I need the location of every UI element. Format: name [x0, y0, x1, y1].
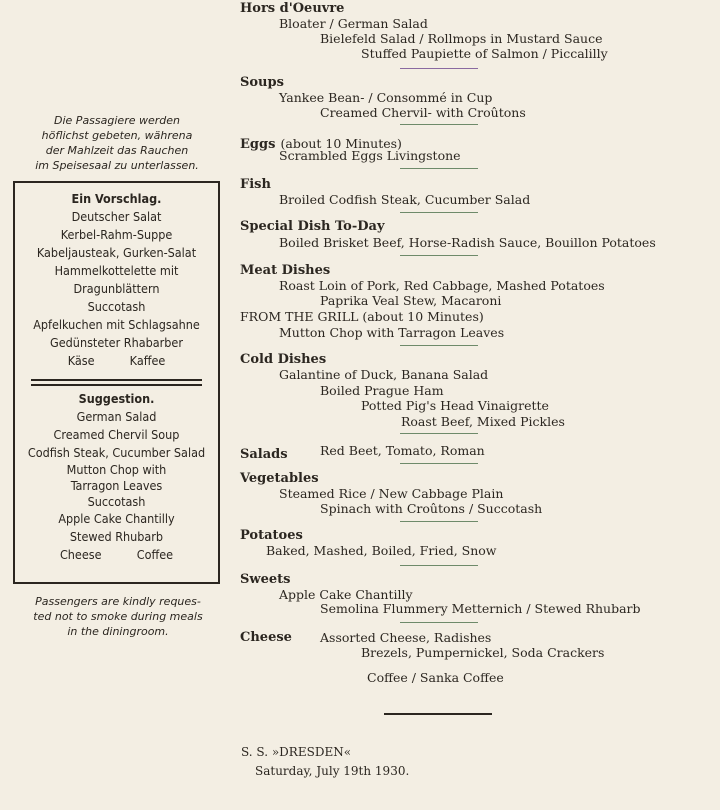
section-meat-dishes: Meat Dishes — [240, 263, 331, 278]
menu-line: Scrambled Eggs Livingstone — [279, 148, 461, 163]
vorschlag-last-row — [15, 352, 218, 370]
menu-line: Brezels, Pumpernickel, Soda Crackers — [361, 645, 605, 660]
vorschlag-item: Kabeljausteak, Gurken-Salat — [36, 245, 197, 260]
menu-line: Boiled Brisket Beef, Horse-Radish Sauce, Bouillon Potatoes — [279, 235, 656, 250]
vorschlag-item: Apfelkuchen mit Schlagsahne — [33, 317, 200, 332]
menu-line: Semolina Flummery Metternich / Stewed Rhubarb — [320, 601, 641, 616]
menu-line: Creamed Chervil- with Croûtons — [320, 105, 526, 120]
section-eggs-note: (about 10 Minutes) — [280, 136, 402, 151]
suggestion-item: Codfish Steak, Cucumber Salad — [27, 445, 206, 460]
notice-german-line: Die Passagiere werden — [54, 114, 180, 127]
suggestion-section — [15, 390, 218, 564]
section-rule — [400, 124, 478, 125]
notice-german-line: im Speisesaal zu unterlassen. — [35, 159, 199, 172]
section-special-dish: Special Dish To-Day — [240, 219, 385, 234]
notice-german-line: höflichst gebeten, währena — [41, 129, 193, 142]
section-fish: Fish — [240, 177, 271, 192]
suggestion-item: Mutton Chop with — [66, 462, 167, 477]
section-rule — [400, 68, 478, 69]
section-rule — [400, 345, 478, 346]
menu-line-grill: FROM THE GRILL (about 10 Minutes) — [240, 309, 484, 324]
vorschlag-item: Deutscher Salat — [71, 209, 162, 224]
notice-english-line: Passengers are kindly reques- — [35, 595, 201, 608]
suggestion-last-row — [15, 546, 218, 564]
divider — [31, 379, 202, 381]
suggestion-item: Stewed Rhubarb — [69, 529, 164, 544]
suggestion-item: Cheese — [59, 547, 102, 562]
suggestion-item: Creamed Chervil Soup — [53, 427, 180, 442]
vorschlag-item: Gedünsteter Rhabarber — [50, 335, 183, 350]
notice-english — [12, 594, 224, 639]
menu-line: Spinach with Croûtons / Succotash — [320, 501, 543, 516]
menu-line: Broiled Codfish Steak, Cucumber Salad — [279, 192, 531, 207]
menu-line: Mutton Chop with Tarragon Leaves — [279, 325, 505, 340]
menu-line: Boiled Prague Ham — [320, 383, 444, 398]
divider — [31, 384, 202, 386]
menu-line: Steamed Rice / New Cabbage Plain — [279, 486, 504, 501]
suggestion-item: Tarragon Leaves — [70, 478, 163, 493]
menu-line: Galantine of Duck, Banana Salad — [279, 367, 489, 382]
suggestion-title: Suggestion. — [78, 391, 155, 406]
section-rule — [400, 565, 478, 566]
vorschlag-item: Hammelkottelette mit — [54, 263, 179, 278]
section-sweets: Sweets — [240, 572, 291, 587]
notice-english-line: ted not to smoke during meals — [33, 610, 203, 623]
menu-line: Yankee Bean- / Consommé in Cup — [279, 90, 493, 105]
section-cold-dishes: Cold Dishes — [240, 352, 327, 367]
vorschlag-section — [15, 190, 218, 370]
menu-line: Stuffed Paupiette of Salmon / Piccalilly — [361, 46, 608, 61]
menu-line: Red Beet, Tomato, Roman — [320, 443, 485, 458]
suggestion-item: German Salad — [76, 409, 157, 424]
section-rule — [400, 212, 478, 213]
suggestion-item: Coffee — [136, 547, 174, 562]
suggestion-box — [13, 181, 220, 584]
section-rule — [400, 168, 478, 169]
notice-english-line: in the diningroom. — [67, 625, 169, 638]
menu-line: Assorted Cheese, Radishes — [320, 630, 492, 645]
suggestion-item: Apple Cake Chantilly — [58, 511, 175, 526]
menu-line: Bielefeld Salad / Rollmops in Mustard Sauce — [320, 31, 603, 46]
section-eggs-title: Eggs — [240, 137, 276, 152]
menu-line: Bloater / German Salad — [279, 16, 428, 31]
section-potatoes: Potatoes — [240, 528, 303, 543]
section-rule — [400, 255, 478, 256]
footer-rule — [384, 713, 492, 715]
vorschlag-item: Kaffee — [129, 353, 166, 368]
section-rule — [400, 433, 478, 434]
vorschlag-item: Dragunblättern — [73, 281, 160, 296]
menu-line: Roast Loin of Pork, Red Cabbage, Mashed Potatoes — [279, 278, 605, 293]
section-salads-title: Salads — [240, 447, 288, 462]
menu-line: Apple Cake Chantilly — [279, 587, 413, 602]
vorschlag-title: Ein Vorschlag. — [71, 191, 162, 206]
section-cheese: Cheese — [240, 630, 292, 645]
section-soups: Soups — [240, 75, 284, 90]
suggestion-item: Succotash — [87, 494, 146, 509]
menu-line: Roast Beef, Mixed Pickles — [401, 414, 565, 429]
menu-line: Paprika Veal Stew, Macaroni — [320, 293, 502, 308]
notice-german-line: der Mahlzeit das Rauchen — [45, 144, 189, 157]
vorschlag-item: Käse — [67, 353, 95, 368]
section-salads — [240, 443, 288, 462]
menu-line: Baked, Mashed, Boiled, Fried, Snow — [266, 543, 497, 558]
section-rule — [400, 622, 478, 623]
section-rule — [400, 463, 478, 464]
menu-line: Potted Pig's Head Vinaigrette — [361, 398, 549, 413]
ship-name: S. S. »DRESDEN« — [241, 745, 352, 759]
notice-german — [14, 113, 220, 173]
section-rule — [400, 521, 478, 522]
vorschlag-item: Succotash — [87, 299, 146, 314]
menu-line: Coffee / Sanka Coffee — [367, 670, 504, 685]
section-vegetables: Vegetables — [240, 471, 319, 486]
section-hors-doeuvre: Hors d'Oeuvre — [240, 1, 345, 16]
vorschlag-item: Kerbel-Rahm-Suppe — [60, 227, 173, 242]
menu-date: Saturday, July 19th 1930. — [255, 764, 410, 778]
